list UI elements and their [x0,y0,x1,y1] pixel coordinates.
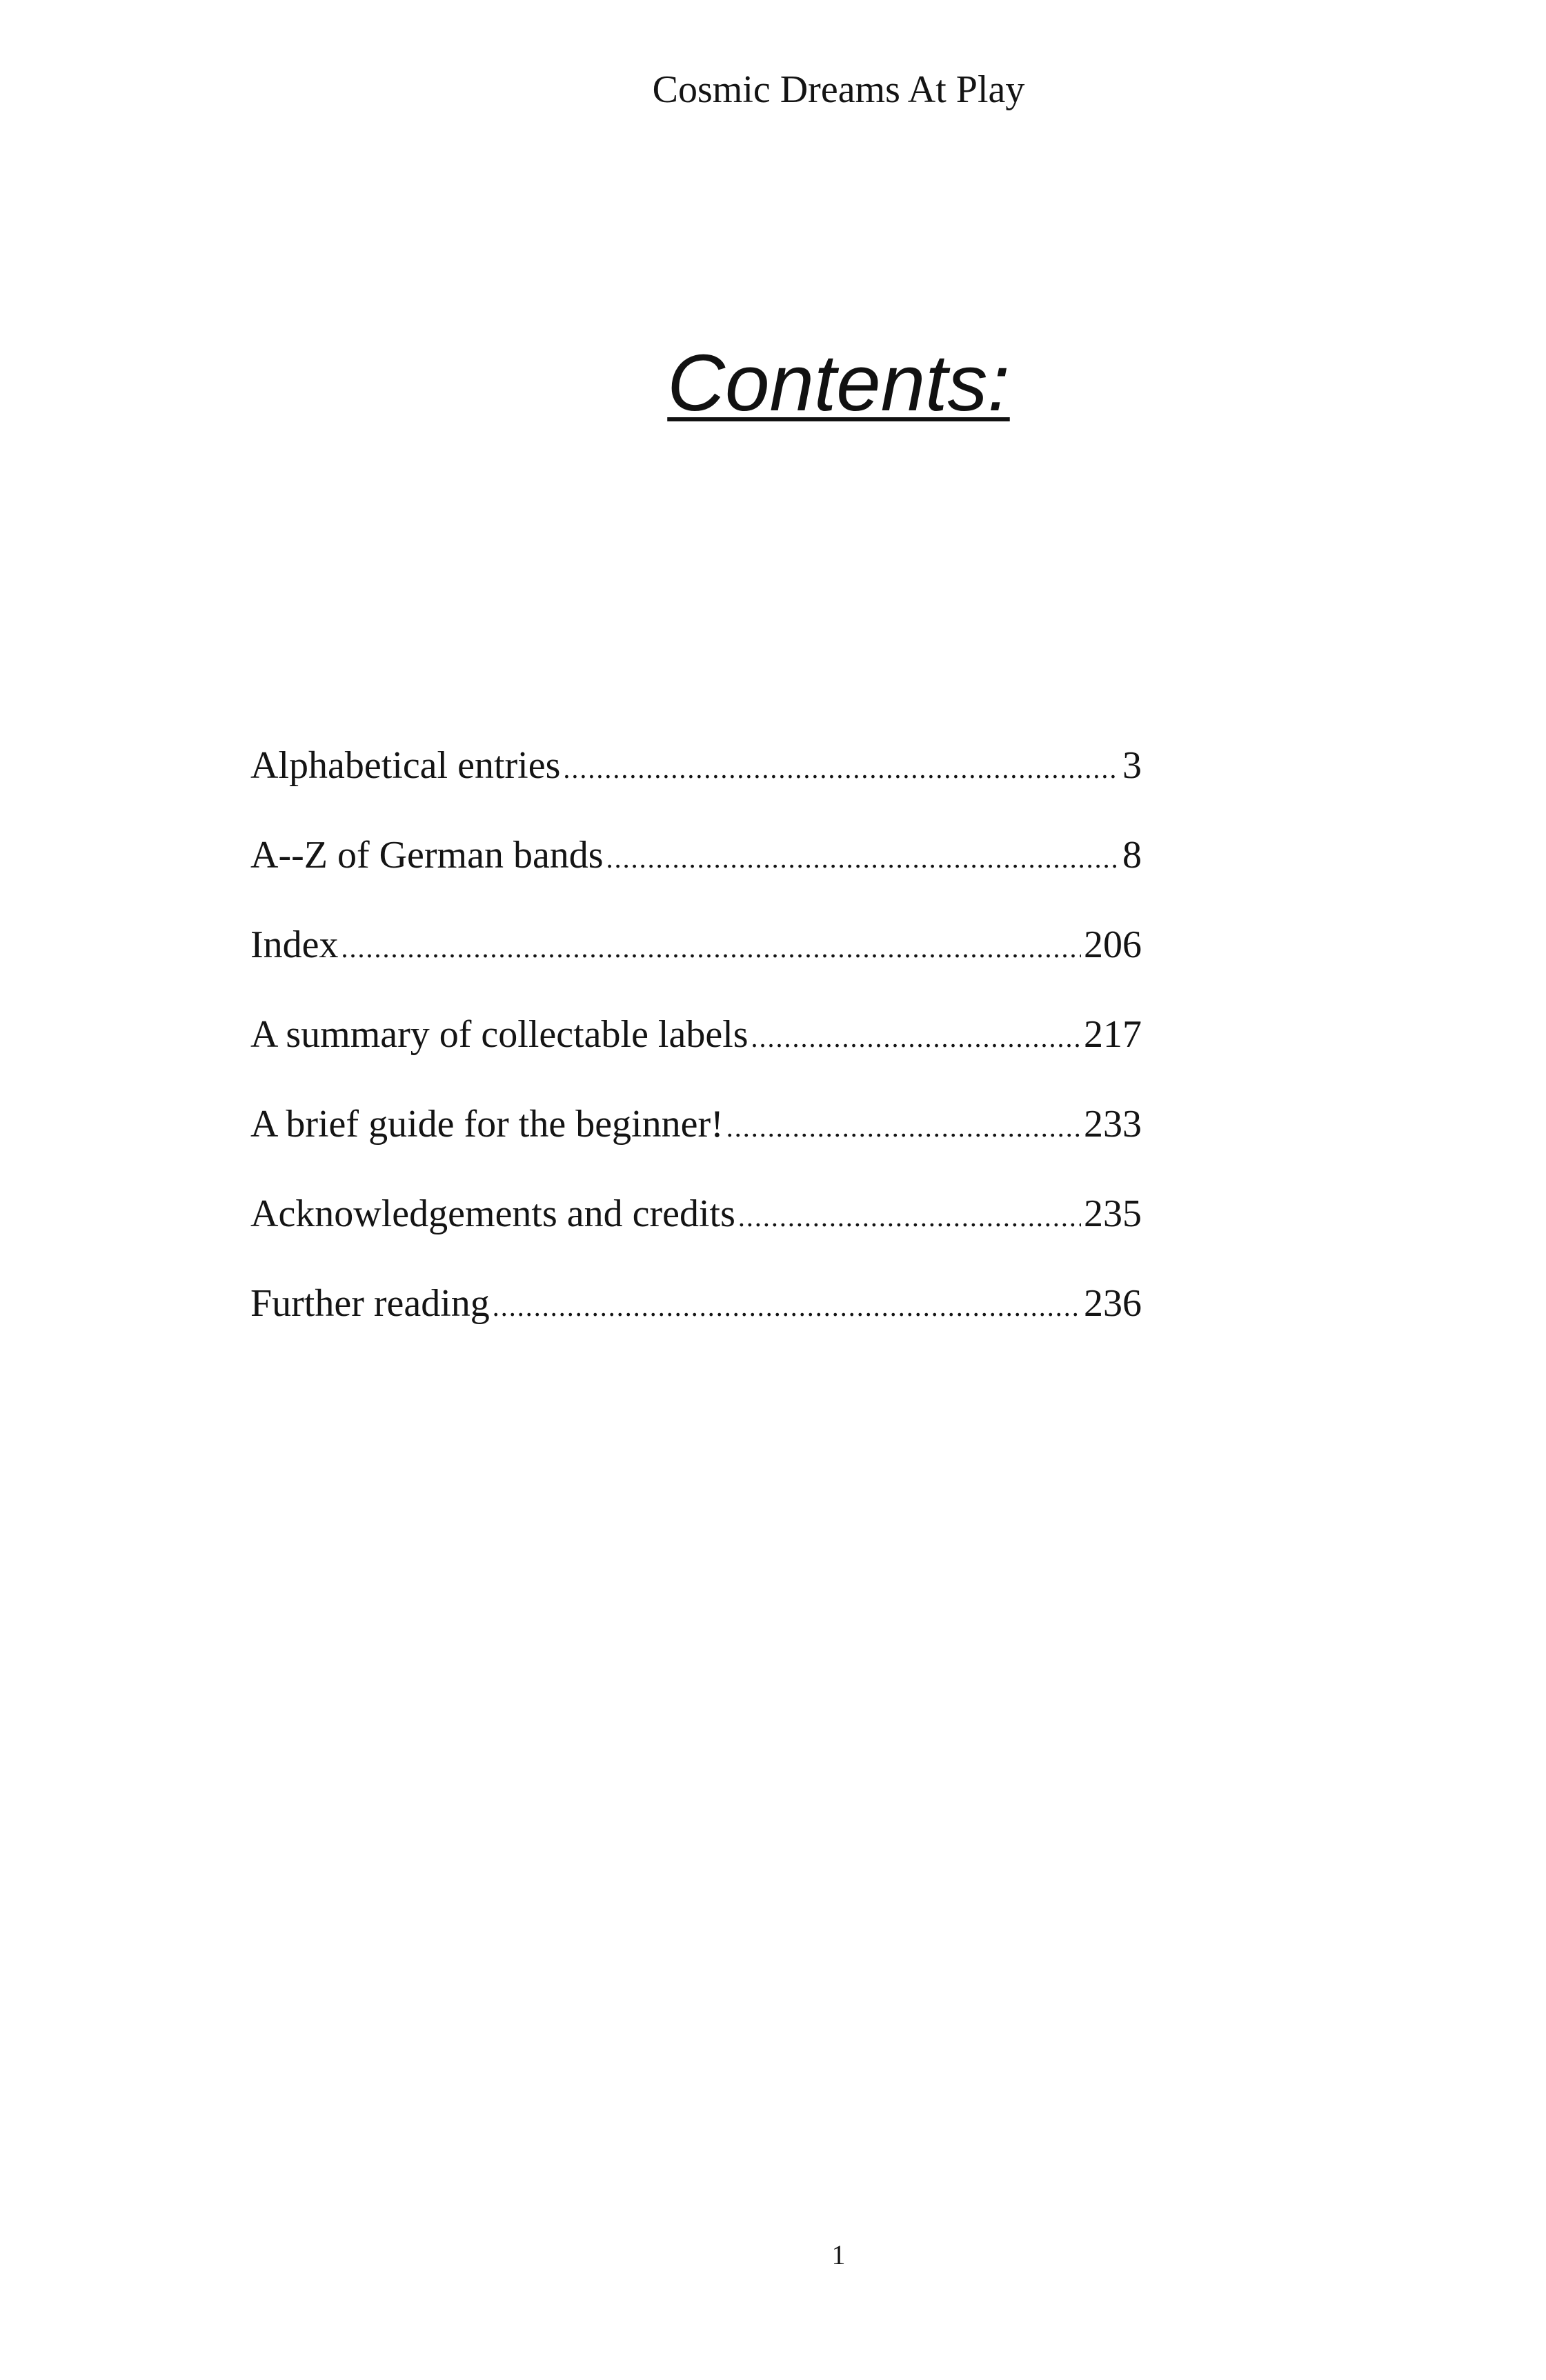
toc-entry-label: Index [250,923,339,966]
toc-leader-dots [726,1103,1081,1152]
toc-entry[interactable] [250,1010,1142,1100]
toc-entry[interactable] [250,831,1142,921]
toc-entry[interactable] [250,741,1142,831]
toc-entry-page: 235 [1084,1192,1142,1235]
toc-entry[interactable] [250,1100,1142,1190]
toc-leader-dots [493,1283,1081,1331]
toc-entry-page: 3 [1122,744,1142,787]
toc-entry[interactable] [250,921,1142,1010]
toc-leader-dots [738,1193,1081,1241]
toc-entry-label: Further reading [250,1282,490,1325]
toc-entry-label: A brief guide for the beginner! [250,1103,724,1146]
toc-entry-label: Acknowledgements and credits [250,1192,735,1235]
toc-entry[interactable] [250,1279,1142,1369]
toc-entry-page: 233 [1084,1103,1142,1146]
toc-leader-dots [606,834,1120,883]
toc-entry-label: A summary of collectable labels [250,1013,749,1056]
toc-entry-page: 206 [1084,923,1142,966]
toc-entry-page: 8 [1122,834,1142,877]
page-number: 1 [831,2239,846,2270]
toc-entry-label: Alphabetical entries [250,744,561,787]
toc-leader-dots [563,745,1120,793]
toc-leader-dots [341,924,1081,972]
toc-entry-page: 236 [1084,1282,1142,1325]
toc-leader-dots [751,1014,1081,1062]
toc-entry[interactable] [250,1190,1142,1279]
toc-entry-label: A--Z of German bands [250,834,604,877]
page-title: Contents: [667,338,1010,428]
running-head: Cosmic Dreams At Play [652,68,1025,111]
title-container [0,338,1546,428]
toc-entry-page: 217 [1084,1013,1142,1056]
table-of-contents [250,741,1142,1369]
